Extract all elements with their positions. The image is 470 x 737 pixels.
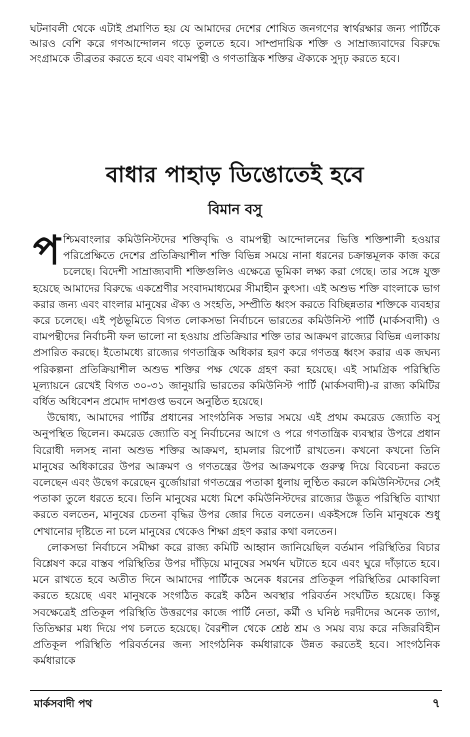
article-title: বাধার পাহাড় ডিঙোতেই হবে — [105, 163, 365, 188]
page-number: ৭ — [432, 696, 440, 710]
paragraph-3: লোকসভা নির্বাচনে সমীক্ষা করে রাজ্য কমিটি আহ্বান জানিয়েছিল বর্তমান পরিস্থিতির বিচার বিশ্লেষণ করে বাস্তব পরিস্থিতির উপর দাঁড়িয়ে মানুষের সমর্থন ঘটাতে হবে এবং ঘুরে দাঁড়াতে হবে। মনে রাখতে হবে অতীত দিনে আমাদের পার্টিকে অনেক ধরনের প্রতিকূল পরিস্থিতির মোকাবিলা করতে হয়েছে এবং মানুষকে সংগঠিত করেই কঠিন অবস্থার পরিবর্তন সংঘটিত হয়েছে। কিন্তু সবক্ষেত্রেই প্রতিকূল পরিস্থিতি উত্তরণের কাজে পার্টি নেতা, কর্মী ও ঘনিষ্ঠ দরদীদের অনেক ত্যাগ, তিতিক্ষার মধ্য দিয়ে পথ চলতে হয়েছে। বৈরশীল থেকে শ্রেষ্ঠ শ্রম ও সময় ব্যয় করে নজিরবিহীন প্রতিকূল পরিস্থিতি পরিবর্তনের জন্য সাংগঠনিক কর্মধারাকে উন্নত করতেই হবে। সাংগঠনিক কর্মধারাকে — [33, 541, 440, 668]
previous-article-text: ঘটনাবলী থেকে এটাই প্রমাণিত হয় যে আমাদের দেশের শোষিত জনগণের স্বার্থরক্ষার জন্য পার্টিকে আরও বেশি করে গণআন্দোলন গড়ে তুলতে হবে। সাম্প্রদায়িক শক্তি ও সাম্রাজ্যবাদের বিরুদ্ধে সংগ্রামকে তীব্রতর করতে হবে এবং বামপন্থী ও গণতান্ত্রিক শক্তির ঐক্যকে সুদৃঢ় করতে হবে। — [30, 23, 440, 65]
paragraph-2: উদ্বোধ্য, আমাদের পার্টির প্রধানের সাংগঠনিক সভার সময়ে এই প্রথম কমরেড জ্যোতি বসু অনুপস্থিত ছিলেন। কমরেড জ্যোতি বসু নির্বাচনের আগে ও পরে গণতান্ত্রিক ব্যবস্থার উপরে প্রধান বিরোধী দলসহ নানা অশুভ শক্তির আক্রমণ, হামলার রিপোর্ট রাখতেন। কখনো কখনো তিনি মানুষের অধিকারের উপর আক্রমণ ও গণতন্ত্রের উপর আক্রমণকে গুরুত্ব দিয়ে বিবেচনা করতে বলেছেন এবং উদ্বেগ করেছেন বুর্জোয়ারা গণতন্ত্রের পতাকা ধুলায় লুণ্ঠিত করলে কমিউনিস্টদের সেই পতাকা তুলে ধরতে হবে। তিনি মানুষের মধ্যে মিশে কমিউনিস্টদের রাজ্যের উদ্ভূত পরিস্থিতি ব্যাখ্যা করতে বলতেন, মানুষের চেতনা বৃদ্ধির উপর জোর দিতে বলতেন। একইসঙ্গে তিনি মানুষকে শুধু শেখানোর দৃষ্টিতে না চলে মানুষের থেকেও শিক্ষা গ্রহণ করার কথা বলতেন। — [33, 412, 440, 538]
article-author: বিমান বসু — [208, 202, 262, 218]
paragraph-1 — [33, 227, 440, 410]
article-body — [33, 227, 440, 669]
drop-cap: প — [33, 227, 61, 274]
footer-divider — [30, 690, 442, 691]
paragraph-1-text: শ্চিমবাংলার কমিউনিস্টদের শক্তিবৃদ্ধি ও বামপন্থী আন্দোলনের ভিত্তি শক্তিশালী হওয়ার পরিপ্রেক্ষিতে দেশের প্রতিক্রিয়াশীল শক্তি বিভিন্ন সময়ে নানা ধরনের চক্রান্তমূলক কাজ করে চলেছে। বিদেশী সাম্রাজ্যবাদী শক্তিগুলিও এক্ষেত্রে ভূমিকা লক্ষ্য করা গেছে। তার সঙ্গে যুক্ত হয়েছে আমাদের বিরুদ্ধে একশ্রেণীর সংবাদমাধ্যমের সীমাহীন কুৎসা। এই অশুভ শক্তি বাংলাকে ভাগ করার জন্য এবং বাংলার মানুষের ঐক্য ও সংহতি, সম্প্রীতি ধ্বংস করতে বিচ্ছিন্নতার শক্তিকে ব্যবহার করে চলেছে। এই পৃষ্ঠভূমিতে বিগত লোকসভা নির্বাচনে ভারতের কমিউনিস্ট পার্টি (মার্কসবাদী) ও বামপন্থীদের নির্বাচনী ফল ভালো না হওয়ায় প্রতিক্রিয়ার শক্তি তার আক্রমণ রাজ্যের বিভিন্ন এলাকায় প্রসারিত করছে। ইতোমধ্যে রাজ্যের গণতান্ত্রিক অধিকার হরণ করে গণতন্ত্র ধ্বংস করার এক জঘন্য পরিকল্পনা প্রতিক্রিয়াশীল অশুভ শক্তির পক্ষ থেকে গ্রহণ করা হয়েছে। এই সামগ্রিক পরিস্থিতি মূল্যায়নে রেখেই বিগত ৩০-৩১ জানুয়ারি ভারতের কমিউনিস্ট পার্টি (মার্কসবাদী)-র রাজ্য কমিটির বর্ধিত অধিবেশন প্রমোদ দাশগুপ্ত ভবনে অনুষ্ঠিত হয়েছে। — [33, 234, 440, 409]
publication-name: মার্কসবাদী পথ — [34, 698, 93, 710]
